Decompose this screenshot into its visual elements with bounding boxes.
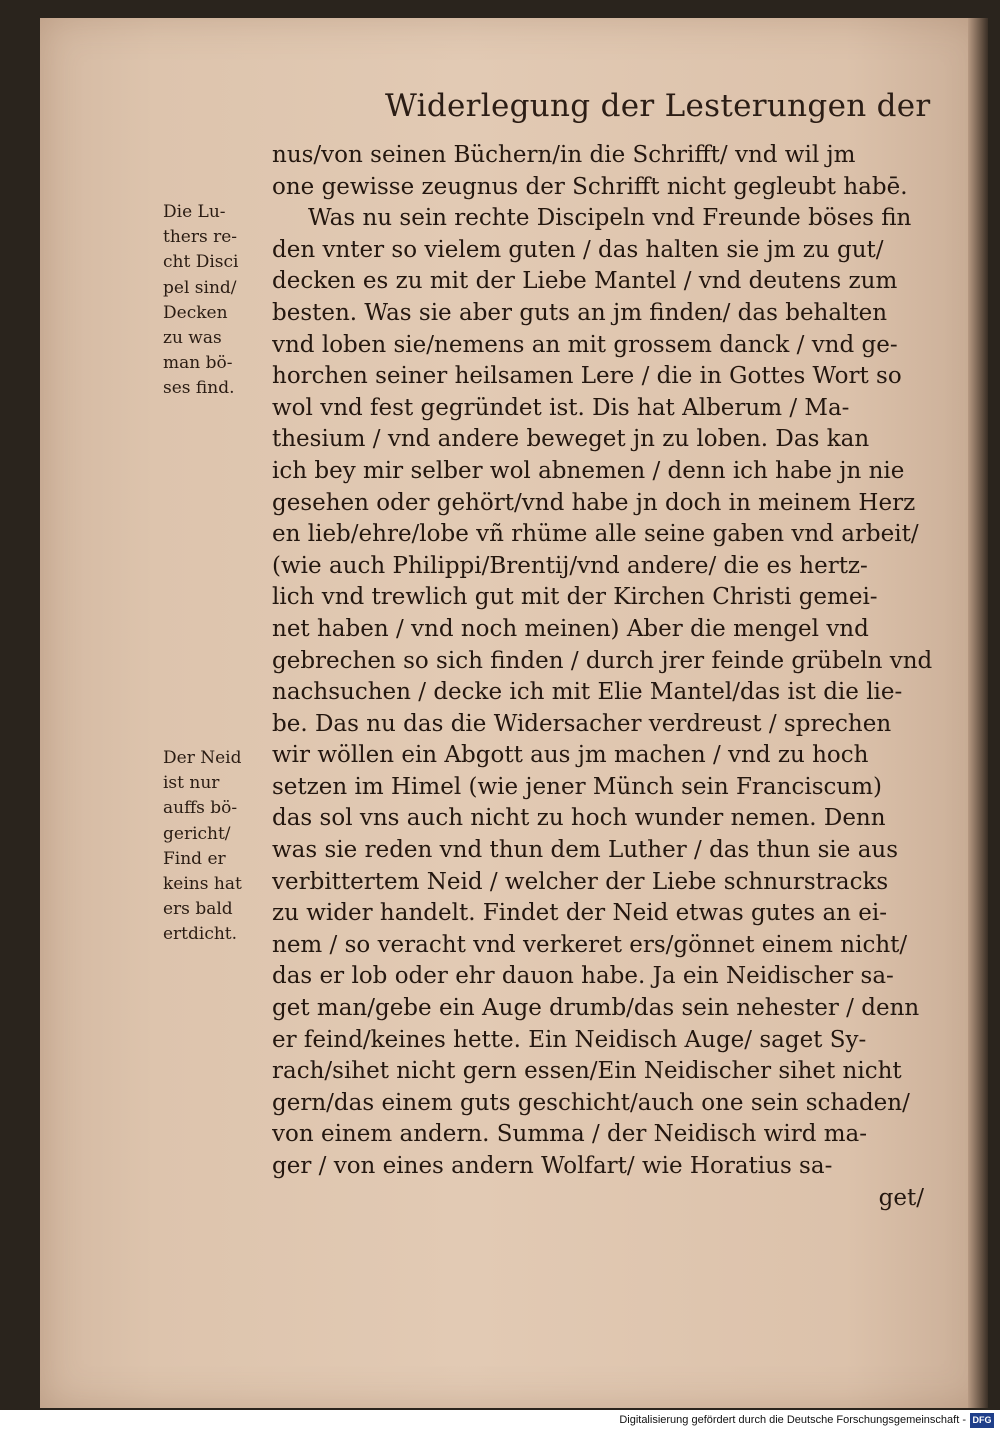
text-line: nachsuchen / decke ich mit Elie Mantel/das ist die lie- <box>272 679 903 706</box>
side-note-line: auffs bö- <box>163 798 238 819</box>
text-line: horchen seiner heilsamen Lere / die in Gottes Wort so <box>272 363 902 390</box>
text-line: das er lob oder ehr dauon habe. Ja ein Neidischer sa- <box>272 963 894 990</box>
side-note-line: cht Disci <box>163 252 239 273</box>
text-line: lich vnd trewlich gut mit der Kirchen Christi gemei- <box>272 584 878 611</box>
text-line: thesium / vnd andere beweget jn zu loben. Das kan <box>272 426 870 453</box>
text-line: wir wöllen ein Abgott aus jm machen / vnd zu hoch <box>272 742 869 769</box>
text-line: verbittertem Neid / welcher der Liebe schnurstracks <box>272 868 889 895</box>
text-line: den vnter so vielem guten / das halten sie jm zu gut/ <box>272 236 884 263</box>
text-line: gebrechen so sich finden / durch jrer feinde grübeln vnd <box>272 647 932 674</box>
funding-credit: Digitalisierung gefördert durch die Deutsche Forschungsgemeinschaft - <box>619 1414 966 1426</box>
body-text <box>272 140 932 1214</box>
side-note-line: Der Neid <box>163 748 242 768</box>
text-line: nem / so veracht vnd verkeret ers/gönnet einem nicht/ <box>272 931 908 958</box>
side-note-line: ers bald <box>163 899 233 920</box>
side-note-1 <box>163 200 273 402</box>
side-note-line: Die Lu- <box>163 202 226 222</box>
text-line: decken es zu mit der Liebe Mantel / vnd deutens zum <box>272 268 898 295</box>
text-line: gern/das einem guts geschicht/auch one sein schaden/ <box>272 1089 910 1116</box>
text-line: be. Das nu das die Widersacher verdreust / sprechen <box>272 710 892 737</box>
running-head: Widerlegung der Lesterungen der <box>385 88 931 124</box>
text-line: get man/gebe ein Auge drumb/das sein nehester / denn <box>272 995 920 1022</box>
side-note-line: ist nur <box>163 773 220 794</box>
side-note-line: Decken <box>163 302 228 323</box>
text-line: wol vnd fest gegründet ist. Dis hat Alberum / Ma- <box>272 394 850 421</box>
text-line: das sol vns auch nicht zu hoch wunder nemen. Denn <box>272 805 886 832</box>
side-note-2 <box>163 746 273 948</box>
text-line: en lieb/ehre/lobe vñ rhüme alle seine gaben vnd arbeit/ <box>272 521 919 548</box>
side-note-line: ses find. <box>163 378 235 399</box>
book-spine-edge <box>968 18 988 1408</box>
text-line: ich bey mir selber wol abnemen / denn ich habe jn nie <box>272 457 905 484</box>
text-line: Was nu sein rechte Discipeln vnd Freunde böses fin <box>308 205 912 232</box>
side-note-line: ertdicht. <box>163 924 238 945</box>
text-line: von einem andern. Summa / der Neidisch wird ma- <box>272 1121 868 1148</box>
side-note-line: gericht/ <box>163 823 231 844</box>
text-line: net haben / vnd noch meinen) Aber die mengel vnd <box>272 615 869 642</box>
text-line: besten. Was sie aber guts an jm finden/ das behalten <box>272 299 888 326</box>
text-line: gesehen oder gehört/vnd habe jn doch in meinem Herz <box>272 489 916 516</box>
side-note-line: keins hat <box>163 874 242 895</box>
side-note-line: thers re- <box>163 227 238 248</box>
text-line: rach/sihet nicht gern essen/Ein Neidischer sihet nicht <box>272 1058 902 1085</box>
side-note-line: zu was <box>163 328 222 349</box>
text-line: setzen im Himel (wie jener Münch sein Franciscum) <box>272 773 882 800</box>
text-line: nus/von seinen Büchern/in die Schrifft/ vnd wil jm <box>272 142 856 168</box>
text-line: er feind/keines hette. Ein Neidisch Auge/ saget Sy- <box>272 1026 867 1053</box>
dfg-logo-icon: DFG <box>970 1413 994 1428</box>
side-note-line: pel sind/ <box>163 277 237 298</box>
side-note-line: man bö- <box>163 353 233 374</box>
text-line-catchword: get/ <box>878 1184 924 1211</box>
text-line: (wie auch Philippi/Brentij/vnd andere/ die es hertz- <box>272 552 868 579</box>
text-line: was sie reden vnd thun dem Luther / das thun sie aus <box>272 837 899 864</box>
text-line: ger / von eines andern Wolfart/ wie Horatius sa- <box>272 1153 833 1179</box>
side-note-line: Find er <box>163 848 226 869</box>
digitization-footer <box>0 1410 1000 1434</box>
text-line: one gewisse zeugnus der Schrifft nicht gegleubt habē. <box>272 173 908 200</box>
text-line: zu wider handelt. Findet der Neid etwas gutes an ei- <box>272 900 888 927</box>
text-line: vnd loben sie/nemens an mit grossem danck / vnd ge- <box>272 331 898 358</box>
